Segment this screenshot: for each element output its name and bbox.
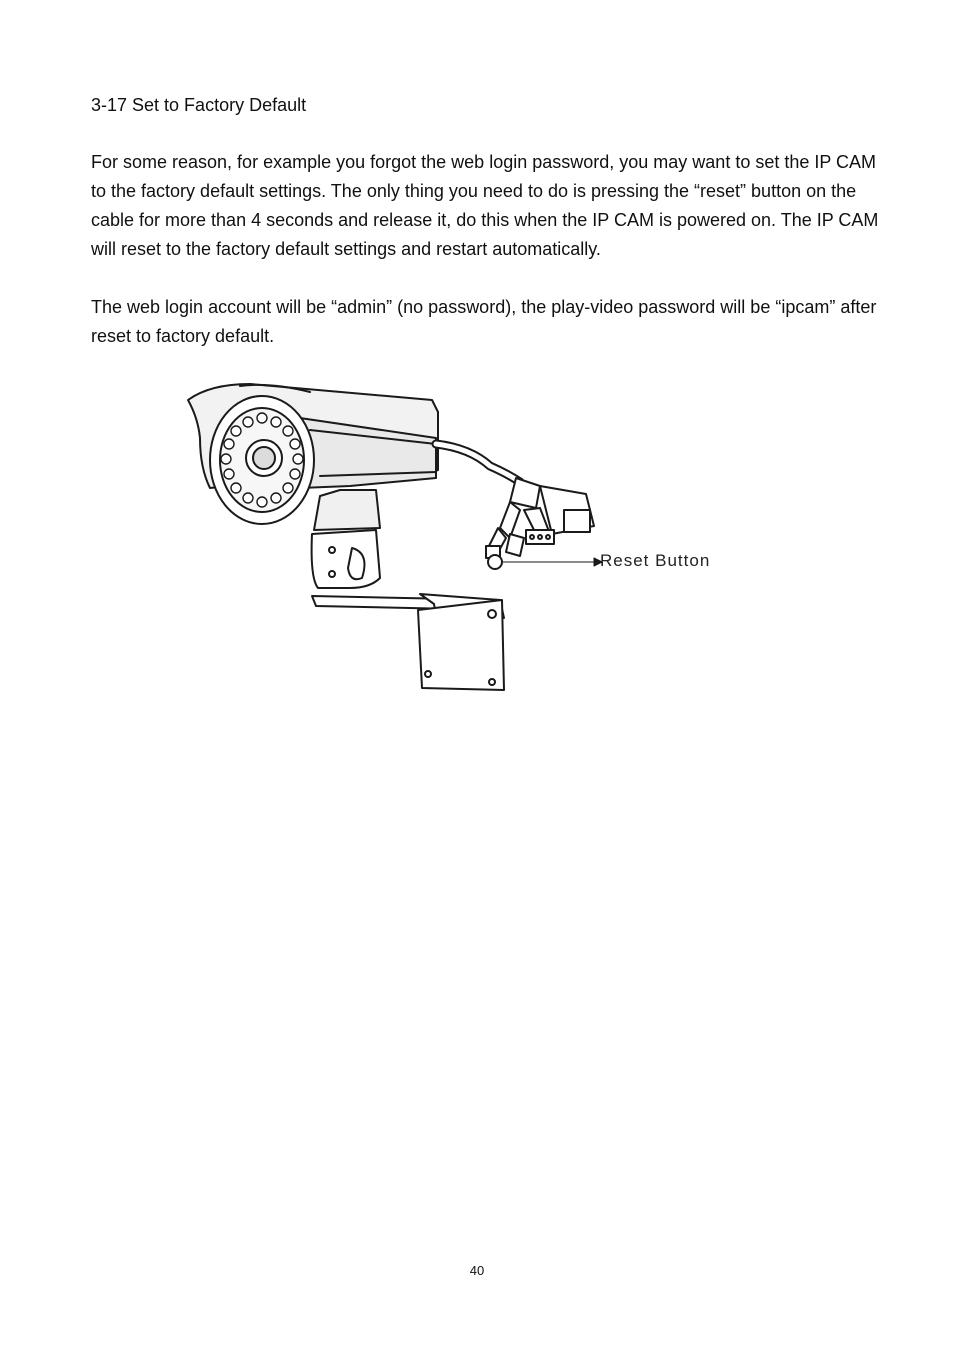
body-paragraph-reset-instructions: For some reason, for example you forgot the web login password, you may want to set the IP CAM to the factory default settings. The only thing you need to do is pressing the “reset” button on the cable for more than 4 seconds and release it, do this when the IP CAM is powered on. The IP CAM will reset to the factory default settings and restart automatically. [91,152,879,259]
cable-connectors [488,478,594,556]
body-paragraph-default-credentials: The web login account will be “admin” (no password), the play-video password will be “ipcam” after reset to factory default. [91,297,877,346]
section-heading: 3-17 Set to Factory Default [91,95,307,115]
page-number: 40 [469,1263,485,1278]
reset-button-callout-label: Reset Button [600,551,711,570]
camera-mount-neck [314,490,380,530]
reset-button-graphic [486,546,502,569]
ip-camera-illustration [180,378,740,698]
